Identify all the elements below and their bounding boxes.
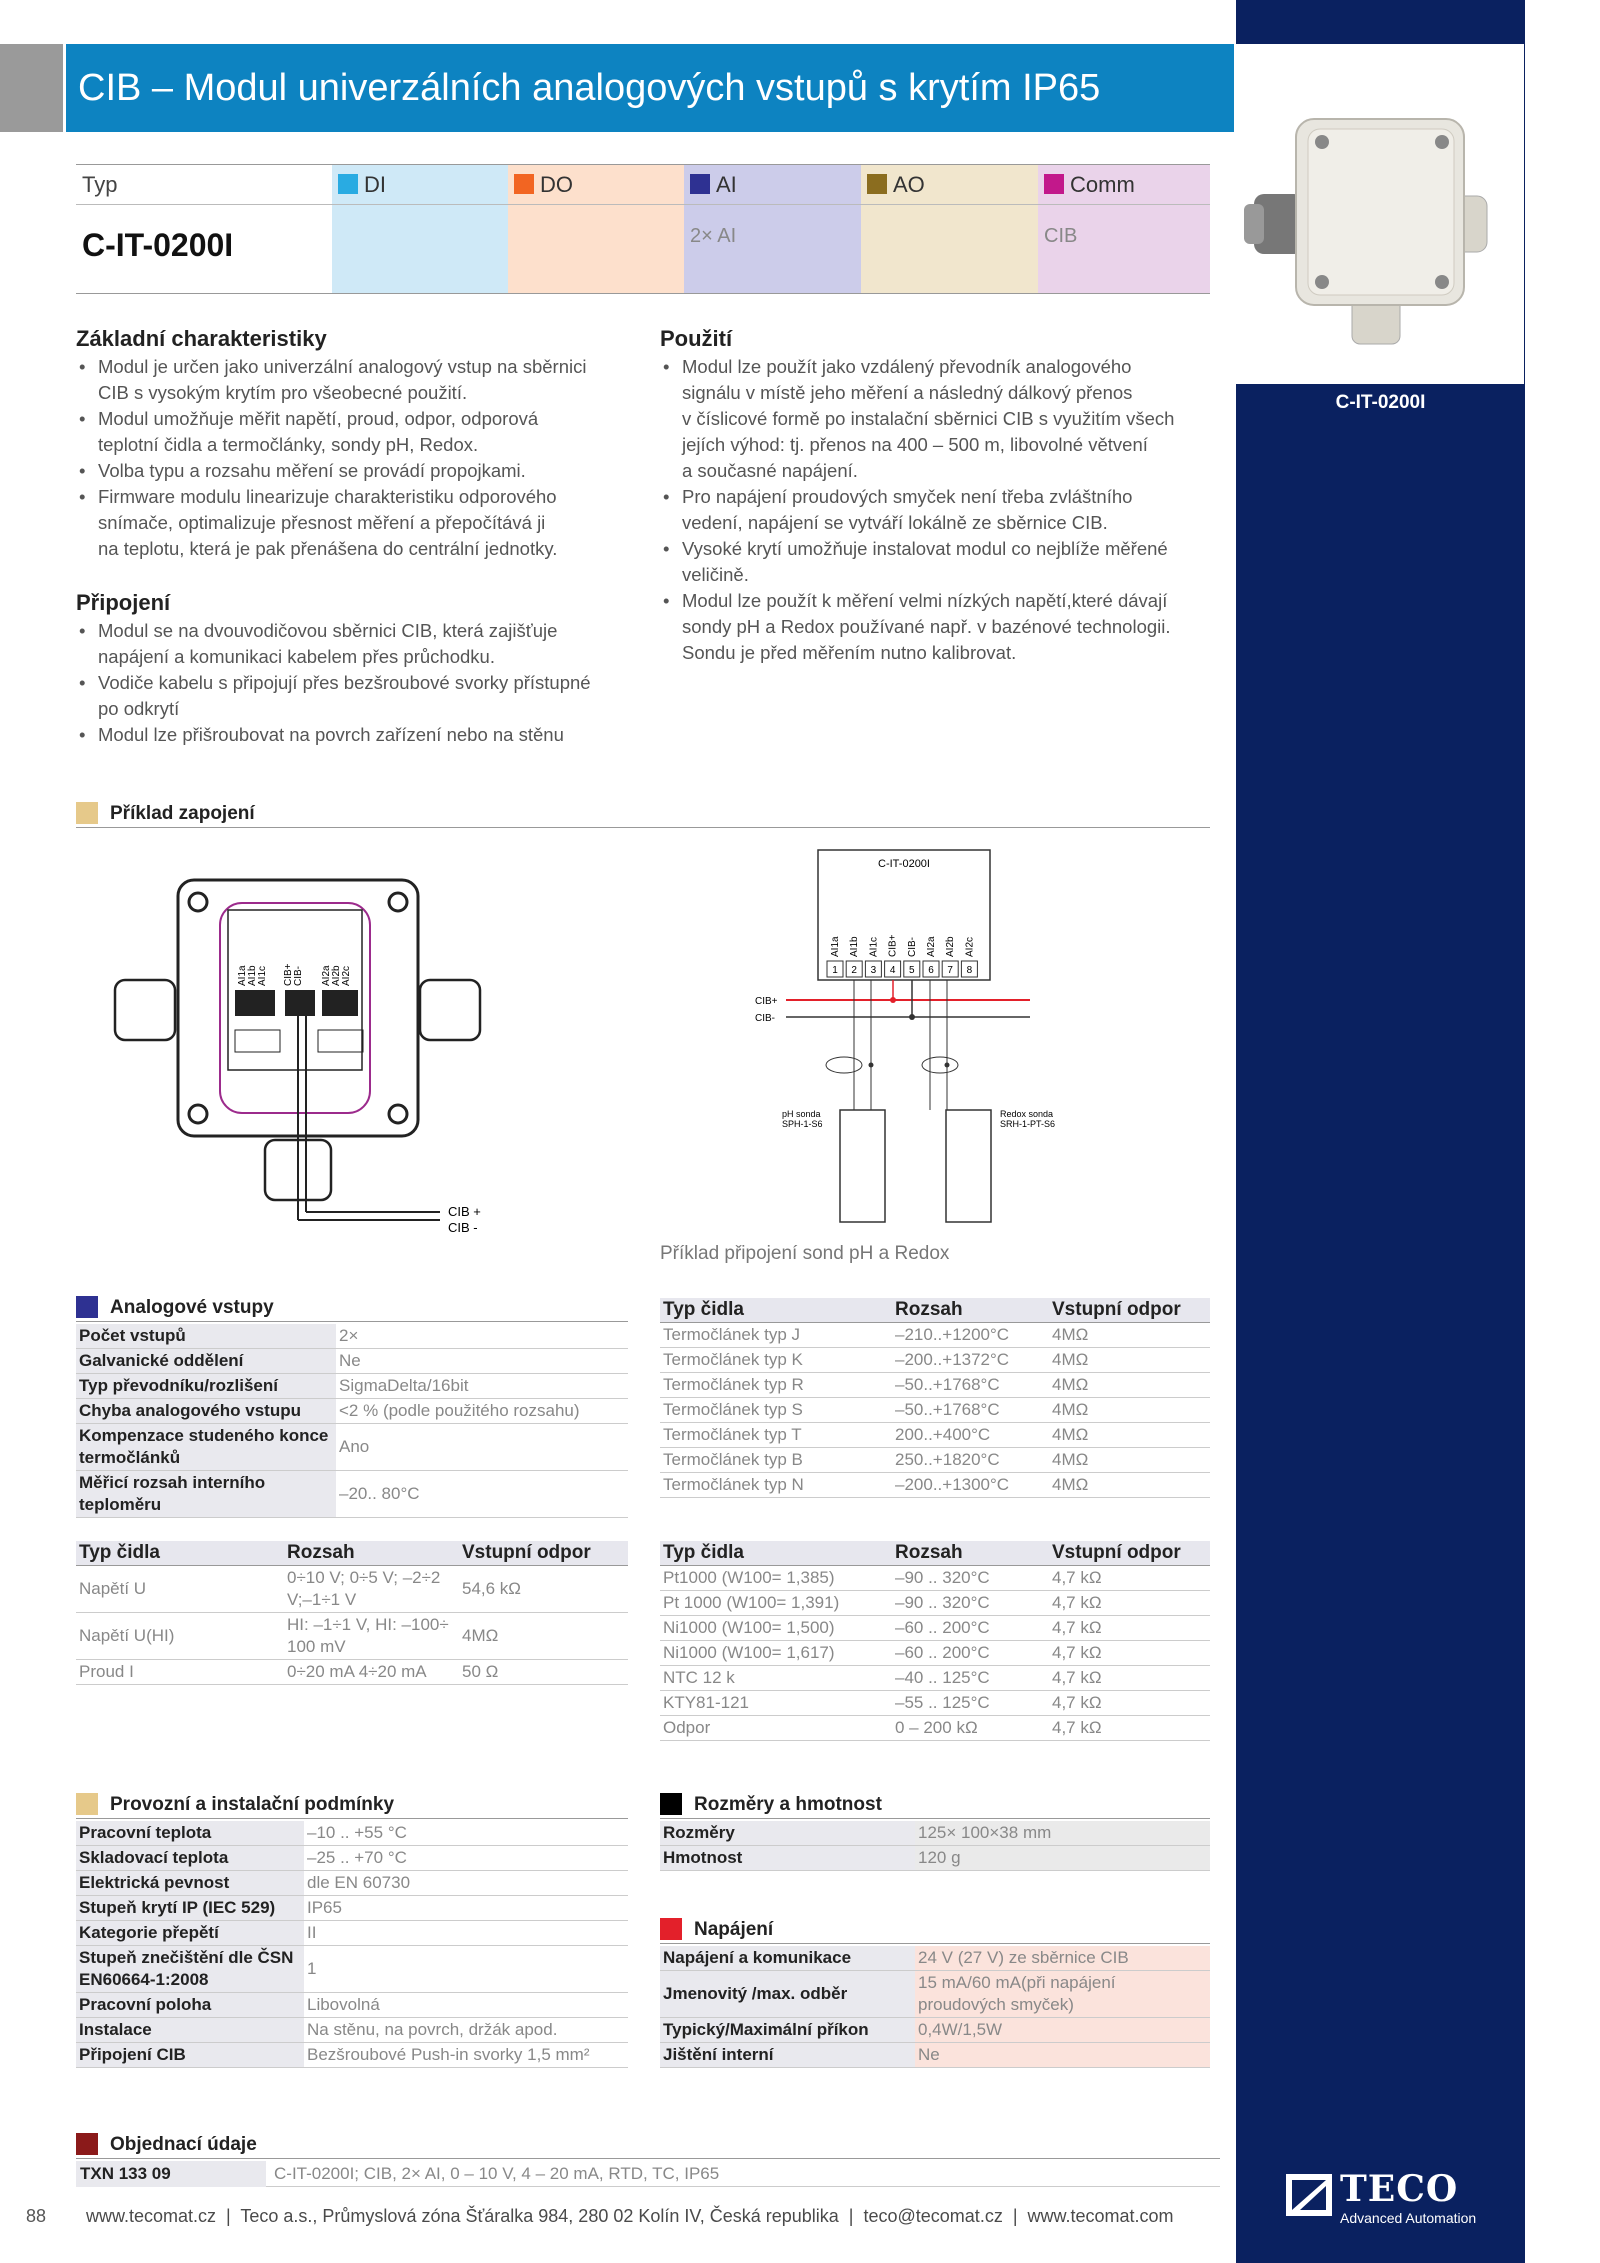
table-cell: –50..+1768°C — [892, 1373, 1049, 1398]
row-value: 2× — [336, 1324, 628, 1349]
pripojeni-section — [76, 590, 636, 748]
type-table — [76, 164, 1210, 294]
table-row — [660, 1448, 1210, 1473]
teco-logo-sub: Advanced Automation — [1340, 2210, 1477, 2226]
table-cell: 4MΩ — [1049, 1373, 1210, 1398]
type-col-comm — [1038, 165, 1210, 293]
row-value: Bezšroubové Push-in svorky 1,5 mm² — [304, 2043, 628, 2068]
table-cell: NTC 12 k — [660, 1666, 892, 1691]
list-item: • Modul lze použít jako vzdálený převodník analogového — [660, 354, 1220, 380]
column-header: Vstupní odpor — [459, 1541, 628, 1566]
type-col-header — [684, 165, 861, 205]
table-cell: 0÷10 V; 0÷5 V; –2÷2 V;–1÷1 V — [284, 1566, 459, 1613]
table-cell: –200..+1300°C — [892, 1473, 1049, 1498]
wiring-diagram-right — [750, 845, 1090, 1225]
row-value: 1 — [304, 1946, 628, 1993]
type-col-label: AI — [716, 172, 737, 197]
row-key: Měřicí rozsah interního teploměru — [76, 1471, 336, 1518]
table-cell: Odpor — [660, 1716, 892, 1741]
cib-plus-right: CIB+ — [755, 996, 778, 1007]
table-row — [660, 1591, 1210, 1616]
table-cell: 4,7 kΩ — [1049, 1616, 1210, 1641]
row-value: 125× 100×38 mm — [915, 1821, 1210, 1846]
table-row — [76, 1660, 628, 1685]
row-key: Skladovací teplota — [76, 1846, 304, 1871]
type-col-do — [508, 165, 685, 293]
header-tab — [0, 44, 63, 132]
table-cell: Pt1000 (W100= 1,385) — [660, 1566, 892, 1591]
row-key: Kategorie přepětí — [76, 1921, 304, 1946]
pouziti-list — [660, 354, 1220, 666]
row-value: –20.. 80°C — [336, 1471, 628, 1518]
list-item: signálu v místě jeho měření a následný dálkový přenos — [682, 382, 1133, 403]
list-item: • Modul lze přišroubovat na povrch zařízení nebo na stěnu — [76, 722, 636, 748]
table-cell: Termočlánek typ R — [660, 1373, 892, 1398]
table-row — [660, 1616, 1210, 1641]
redox-probe-label: Redox sonda — [1000, 1109, 1054, 1119]
terminal-label: AI2b — [331, 965, 342, 986]
footer-text: www.tecomat.cz | Teco a.s., Průmyslová zóna Šťáralka 984, 280 02 Kolín IV, Česká republika | teco@tecomat.cz | www.tecomat.com — [86, 2206, 1174, 2226]
list-item: Sondu je před měřením nutno kalibrovat. — [682, 642, 1017, 663]
table-row — [660, 1473, 1210, 1498]
page-title: CIB – Modul univerzálních analogových vstupů s krytím IP65 — [66, 44, 1234, 132]
table-cell: Termočlánek typ N — [660, 1473, 892, 1498]
type-col-header — [1038, 165, 1210, 205]
column-header: Vstupní odpor — [1049, 1298, 1210, 1323]
product-photo — [1234, 44, 1524, 384]
type-col-swatch — [867, 174, 887, 194]
table-row — [660, 1666, 1210, 1691]
list-item: jejích výhod: tj. přenos na 400 – 500 m, libovolné větvení — [682, 434, 1148, 455]
list-item: v číslicové formě po instalační sběrnici CIB s využitím všech — [682, 408, 1175, 429]
terminal-label: CIB- — [293, 966, 304, 986]
table-cell: 200..+400°C — [892, 1423, 1049, 1448]
ph-probe — [840, 1110, 885, 1222]
row-key: Napájení a komunikace — [660, 1946, 915, 1971]
table-cell: 4,7 kΩ — [1049, 1716, 1210, 1741]
rtd-table — [660, 1541, 1210, 1741]
table-row — [76, 1324, 628, 1349]
row-key: Galvanické oddělení — [76, 1349, 336, 1374]
table-row — [76, 1846, 628, 1871]
row-key: Jištění interní — [660, 2043, 915, 2068]
list-item: • Volba typu a rozsahu měření se provádí propojkami. — [76, 458, 636, 484]
column-header: Typ čidla — [76, 1541, 284, 1566]
table-cell: –60 .. 200°C — [892, 1641, 1049, 1666]
terminal-label: AI1c — [868, 936, 880, 957]
column-header: Rozsah — [892, 1298, 1049, 1323]
table-row — [76, 1374, 628, 1399]
row-value: Ano — [336, 1424, 628, 1471]
cib-plus-label: CIB + — [448, 1204, 481, 1219]
list-item: • Modul je určen jako univerzální analogový vstup na sběrnici — [76, 354, 636, 380]
table-row — [76, 1821, 628, 1846]
type-col-label: DO — [540, 172, 573, 197]
pripojeni-title: Připojení — [76, 590, 171, 615]
row-value: Ne — [336, 1349, 628, 1374]
terminal-label: AI2c — [341, 965, 352, 986]
column-header: Typ čidla — [660, 1298, 892, 1323]
row-key: Hmotnost — [660, 1846, 915, 1871]
table-row — [660, 2043, 1210, 2068]
napajeni-heading: Napájení — [660, 1916, 1210, 1944]
wiring-diagram-left — [110, 870, 490, 1240]
right-gland-outline — [420, 980, 480, 1040]
provozni-table — [76, 1821, 628, 2068]
rozmery-heading: Rozměry a hmotnost — [660, 1791, 1210, 1819]
table-cell: Termočlánek typ K — [660, 1348, 892, 1373]
table-cell: 4MΩ — [1049, 1348, 1210, 1373]
table-cell: Termočlánek typ T — [660, 1423, 892, 1448]
row-value: 15 mA/60 mA(při napájení proudových smyček) — [915, 1971, 1210, 2018]
row-key: Stupeň znečištění dle ČSN EN60664-1:2008 — [76, 1946, 304, 1993]
terminal-label: AI2a — [926, 936, 937, 957]
table-cell: 4MΩ — [1049, 1473, 1210, 1498]
napajeni-marker — [660, 1918, 682, 1940]
sidebar-product-label: C-IT-0200I — [1335, 392, 1426, 413]
table-row — [660, 1373, 1210, 1398]
terminal-number: 1 — [832, 965, 838, 976]
table-row — [76, 2018, 628, 2043]
table-cell: Pt 1000 (W100= 1,391) — [660, 1591, 892, 1616]
list-item: • Vysoké krytí umožňuje instalovat modul co nejblíže měřené — [660, 536, 1220, 562]
terminal-label: CIB+ — [887, 934, 899, 957]
product-photo-panel — [1234, 44, 1524, 384]
table-cell: Termočlánek typ S — [660, 1398, 892, 1423]
terminal-label: CIB- — [906, 937, 918, 957]
table-cell: Termočlánek typ B — [660, 1448, 892, 1473]
table-row — [660, 1846, 1210, 1871]
terminal-label: AI2a — [321, 965, 332, 986]
terminal-label: AI2b — [945, 936, 957, 957]
table-cell: 4MΩ — [1049, 1398, 1210, 1423]
type-col-swatch — [514, 174, 534, 194]
table-row — [76, 1424, 628, 1471]
type-col-value — [861, 205, 1038, 225]
terminal-label: AI1b — [247, 965, 258, 986]
table-cell: 4,7 kΩ — [1049, 1591, 1210, 1616]
table-row — [660, 1398, 1210, 1423]
type-col-label: Comm — [1070, 172, 1135, 197]
row-key: Připojení CIB — [76, 2043, 304, 2068]
table-cell: KTY81-121 — [660, 1691, 892, 1716]
row-value: <2 % (podle použitého rozsahu) — [336, 1399, 628, 1424]
row-key: Chyba analogového vstupu — [76, 1399, 336, 1424]
row-value: 24 V (27 V) ze sběrnice CIB — [915, 1946, 1210, 1971]
row-key: Typ převodníku/rozlišení — [76, 1374, 336, 1399]
list-item: napájení a komunikaci kabelem přes průchodku. — [98, 646, 495, 667]
table-cell: 4,7 kΩ — [1049, 1691, 1210, 1716]
table-row — [76, 1471, 628, 1518]
table-cell: 0 – 200 kΩ — [892, 1716, 1049, 1741]
analogove-table — [76, 1324, 628, 1518]
analogove-heading: Analogové vstupy — [76, 1294, 628, 1322]
table-row — [76, 1566, 628, 1613]
rozmery-table — [660, 1821, 1210, 1871]
model-code: C-IT-0200I — [82, 227, 234, 263]
row-value: Ne — [915, 2043, 1210, 2068]
list-item: sondy pH a Redox používané např. v bazénové technologii. — [682, 616, 1171, 637]
table-cell: Napětí U — [76, 1566, 284, 1613]
table-cell: 0÷20 mA 4÷20 mA — [284, 1660, 459, 1685]
column-header: Vstupní odpor — [1049, 1541, 1210, 1566]
list-item: veličině. — [682, 564, 749, 585]
type-label: Typ — [76, 165, 332, 205]
table-cell: Ni1000 (W100= 1,500) — [660, 1616, 892, 1641]
terminal-number: 5 — [909, 965, 915, 976]
table-row — [660, 1641, 1210, 1666]
row-value: dle EN 60730 — [304, 1871, 628, 1896]
row-key: Počet vstupů — [76, 1324, 336, 1349]
zakladni-title: Základní charakteristiky — [76, 326, 327, 351]
table-row — [660, 1323, 1210, 1348]
type-col-header — [332, 165, 509, 205]
provozni-heading: Provozní a instalační podmínky — [76, 1791, 628, 1819]
table-row — [76, 1399, 628, 1424]
diagram-caption: Příklad připojení sond pH a Redox — [660, 1243, 950, 1264]
cib-minus-right: CIB- — [755, 1013, 775, 1024]
priklad-marker — [76, 802, 98, 824]
table-row — [76, 1871, 628, 1896]
priklad-heading: Příklad zapojení — [76, 800, 1210, 828]
table-header-row — [76, 1541, 628, 1566]
column-header: Rozsah — [284, 1541, 459, 1566]
table-cell: –55 .. 125°C — [892, 1691, 1049, 1716]
list-item: teplotní čidla a termočlánky, sondy pH, Redox. — [98, 434, 479, 455]
row-key: Instalace — [76, 2018, 304, 2043]
list-item: • Modul se na dvouvodičovou sběrnici CIB, která zajišťuje — [76, 618, 636, 644]
list-item: • Modul lze použít k měření velmi nízkých napětí,které dávají — [660, 588, 1220, 614]
table-row — [660, 1348, 1210, 1373]
terminal-label: AI1c — [257, 965, 268, 986]
terminal-label: AI2c — [964, 936, 976, 957]
ph-probe-label: pH sonda — [782, 1109, 821, 1119]
order-code: TXN 133 09 — [76, 2161, 266, 2187]
pouziti-title: Použití — [660, 326, 733, 351]
teco-logo-name: TECO — [1340, 2168, 1459, 2210]
type-col-header — [861, 165, 1038, 205]
list-item: • Firmware modulu linearizuje charakteristiku odporového — [76, 484, 636, 510]
row-value: –25 .. +70 °C — [304, 1846, 628, 1871]
module-title: C-IT-0200I — [878, 858, 930, 870]
column-header: Typ čidla — [660, 1541, 892, 1566]
table-cell: 4,7 kΩ — [1049, 1666, 1210, 1691]
list-item: • Modul umožňuje měřit napětí, proud, odpor, odporová — [76, 406, 636, 432]
table-cell: Proud I — [76, 1660, 284, 1685]
row-value: –10 .. +55 °C — [304, 1821, 628, 1846]
table-row — [76, 1921, 628, 1946]
table-cell: –60 .. 200°C — [892, 1616, 1049, 1641]
table-cell: –200..+1372°C — [892, 1348, 1049, 1373]
row-value: II — [304, 1921, 628, 1946]
row-key: Typický/Maximální příkon — [660, 2018, 915, 2043]
table-row — [660, 1946, 1210, 1971]
cib-minus-label: CIB - — [448, 1220, 478, 1235]
analogove-marker — [76, 1296, 98, 1318]
row-key: Pracovní teplota — [76, 1821, 304, 1846]
row-key: Pracovní poloha — [76, 1993, 304, 2018]
type-col-value — [332, 205, 509, 225]
row-value: IP65 — [304, 1896, 628, 1921]
list-item: snímače, optimalizuje přesnost měření a přepočítává ji — [98, 512, 546, 533]
table-row — [76, 1896, 628, 1921]
type-col-ao — [861, 165, 1038, 293]
terminal-number: 2 — [851, 965, 857, 976]
terminal-label: AI1b — [849, 936, 861, 957]
type-col-ai — [684, 165, 861, 293]
zakladni-section — [76, 326, 636, 562]
type-col-label: DI — [364, 172, 386, 197]
terminal-number: 8 — [966, 965, 973, 976]
voltage-table — [76, 1541, 628, 1685]
terminal-number: 6 — [928, 965, 934, 976]
table-header-row — [660, 1541, 1210, 1566]
table-row — [660, 1971, 1210, 2018]
row-value: Na stěnu, na povrch, držák apod. — [304, 2018, 628, 2043]
table-row — [660, 2018, 1210, 2043]
table-cell: 4,7 kΩ — [1049, 1641, 1210, 1666]
row-value: 120 g — [915, 1846, 1210, 1871]
list-item: na teplotu, která je pak přenášena do centrální jednotky. — [98, 538, 558, 559]
terminal-label: AI1a — [237, 965, 248, 986]
teco-logo-mark — [1284, 2172, 1334, 2218]
terminal-number: 4 — [889, 965, 896, 976]
table-cell: 54,6 kΩ — [459, 1566, 628, 1613]
ph-probe-code: SPH-1-S6 — [782, 1119, 823, 1129]
table-cell: Termočlánek typ J — [660, 1323, 892, 1348]
table-cell: Napětí U(HI) — [76, 1613, 284, 1660]
list-item: CIB s vysokým krytím pro všeobecné použití. — [98, 382, 468, 403]
objednaci-marker — [76, 2133, 98, 2155]
table-cell: 4MΩ — [1049, 1423, 1210, 1448]
terminal-label: CIB+ — [283, 963, 294, 986]
table-row — [76, 1993, 628, 2018]
thermocouple-table — [660, 1298, 1210, 1498]
table-row — [76, 1349, 628, 1374]
type-col-value — [508, 205, 685, 225]
list-item: vedení, napájení se vytváří lokálně ze sběrnice CIB. — [682, 512, 1108, 533]
teco-logo — [1284, 2168, 1484, 2238]
redox-probe-code: SRH-1-PT-S6 — [1000, 1119, 1056, 1129]
table-cell: –90 .. 320°C — [892, 1566, 1049, 1591]
type-col-label: AO — [893, 172, 925, 197]
row-key: Jmenovitý /max. odběr — [660, 1971, 915, 2018]
table-cell: 250..+1820°C — [892, 1448, 1049, 1473]
napajeni-table — [660, 1946, 1210, 2068]
table-cell: 4,7 kΩ — [1049, 1566, 1210, 1591]
type-col-value: CIB — [1044, 225, 1078, 247]
table-cell: 4MΩ — [459, 1613, 628, 1660]
table-cell: 50 Ω — [459, 1660, 628, 1685]
table-row — [76, 2043, 628, 2068]
redox-probe — [946, 1110, 991, 1222]
provozni-marker — [76, 1793, 98, 1815]
list-item: • Vodiče kabelu s připojují přes bezšroubové svorky přístupné — [76, 670, 636, 696]
table-header-row — [660, 1298, 1210, 1323]
table-cell: HI: –1÷1 V, HI: –100÷ 100 mV — [284, 1613, 459, 1660]
zakladni-list — [76, 354, 636, 562]
row-value: SigmaDelta/16bit — [336, 1374, 628, 1399]
objednaci-heading: Objednací údaje — [76, 2131, 1220, 2159]
table-row — [660, 1566, 1210, 1591]
left-gland-outline — [115, 980, 175, 1040]
table-cell: –90 .. 320°C — [892, 1591, 1049, 1616]
row-key: Elektrická pevnost — [76, 1871, 304, 1896]
table-row — [660, 1423, 1210, 1448]
terminal-label: AI1a — [830, 936, 841, 957]
table-row — [660, 1821, 1210, 1846]
table-cell: 4MΩ — [1049, 1323, 1210, 1348]
list-item: a současné napájení. — [682, 460, 858, 481]
page-number: 88 — [26, 2206, 47, 2226]
table-row — [660, 1716, 1210, 1741]
row-key: Kompenzace studeného konce termočlánků — [76, 1424, 336, 1471]
rozmery-marker — [660, 1793, 682, 1815]
list-item: • Pro napájení proudových smyček není třeba zvláštního — [660, 484, 1220, 510]
terminal-number: 3 — [870, 965, 877, 976]
type-col-swatch — [338, 174, 358, 194]
pripojeni-list — [76, 618, 636, 748]
table-row — [660, 1691, 1210, 1716]
order-desc: C-IT-0200I; CIB, 2× AI, 0 – 10 V, 4 – 20 mA, RTD, TC, IP65 — [274, 2164, 720, 2183]
table-row — [76, 1946, 628, 1993]
table-row — [76, 1613, 628, 1660]
pouziti-section — [660, 326, 1220, 666]
type-col-swatch — [1044, 174, 1064, 194]
row-value: Libovolná — [304, 1993, 628, 2018]
table-cell: 4MΩ — [1049, 1448, 1210, 1473]
table-cell: Ni1000 (W100= 1,617) — [660, 1641, 892, 1666]
row-key: Stupeň krytí IP (IEC 529) — [76, 1896, 304, 1921]
row-value: 0,4W/1,5W — [915, 2018, 1210, 2043]
table-cell: –50..+1768°C — [892, 1398, 1049, 1423]
column-header: Rozsah — [892, 1541, 1049, 1566]
type-col-di — [332, 165, 509, 293]
list-item: po odkrytí — [98, 698, 180, 719]
type-col-value: 2× AI — [690, 225, 737, 247]
table-cell: –40 .. 125°C — [892, 1666, 1049, 1691]
type-col-swatch — [690, 174, 710, 194]
terminal-number: 7 — [947, 965, 953, 976]
row-key: Rozměry — [660, 1821, 915, 1846]
table-cell: –210..+1200°C — [892, 1323, 1049, 1348]
order-row — [76, 2161, 1220, 2187]
type-col-header — [508, 165, 685, 205]
